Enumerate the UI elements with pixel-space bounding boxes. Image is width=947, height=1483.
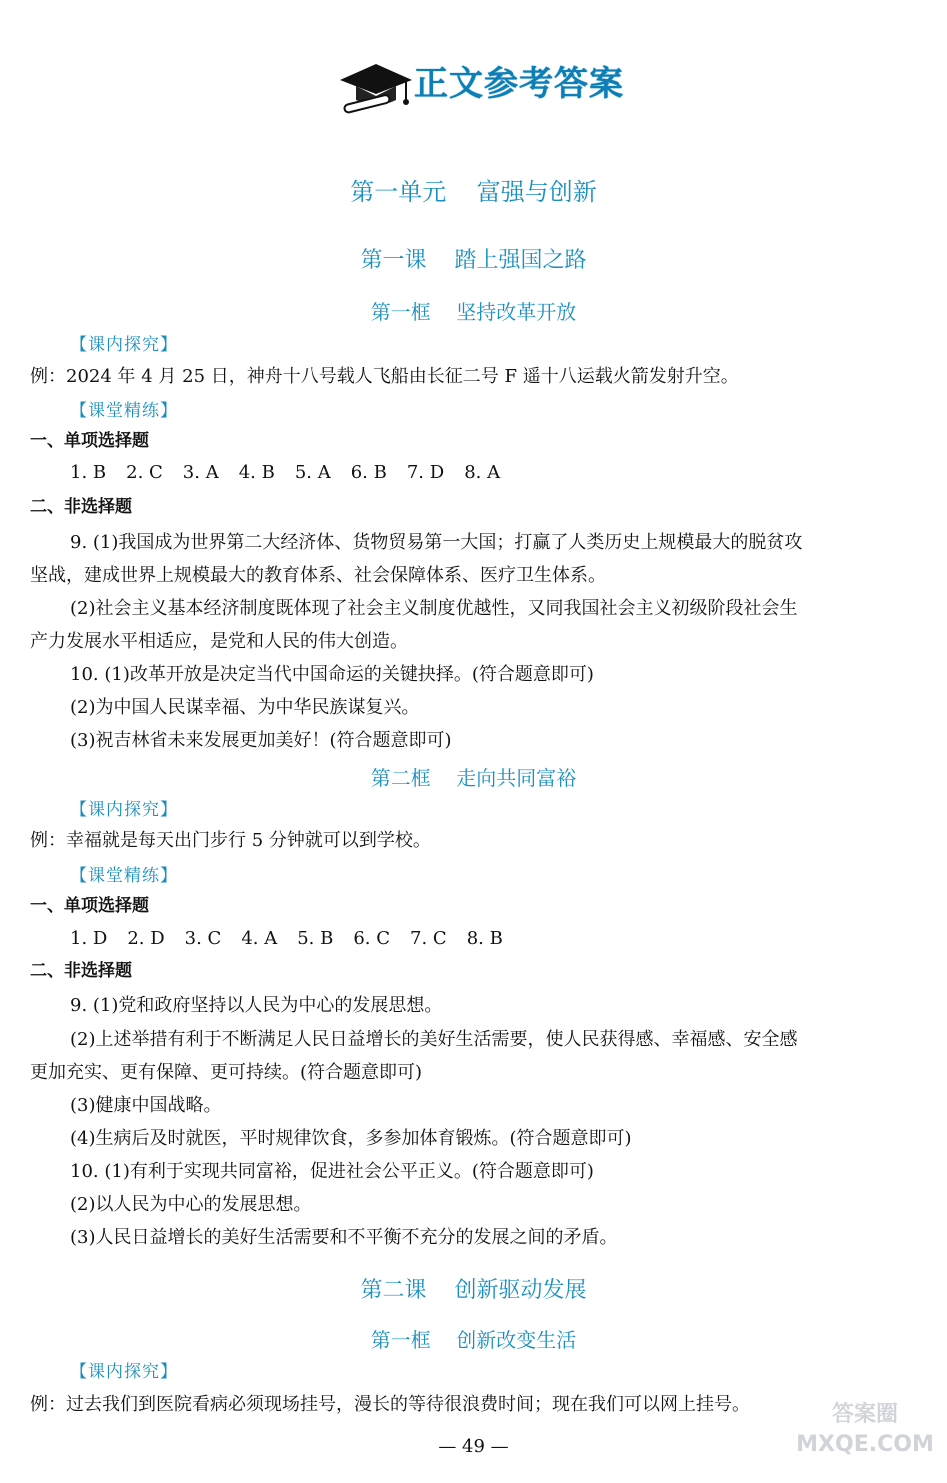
answer: 1. B — [70, 462, 107, 483]
answer: 7. D — [406, 462, 445, 483]
answer-line: 9. (1)我国成为世界第二大经济体、货物贸易第一大国；打赢了人类历史上规模最大的脱贫攻 — [70, 532, 803, 553]
lesson-title: 第二课 创新驱动发展 — [360, 1278, 587, 1303]
answer: 8. B — [466, 928, 503, 949]
section-tag: 【课内探究】 — [70, 800, 178, 820]
section-heading: 二、非选择题 — [30, 961, 132, 981]
answer: 3. C — [184, 928, 222, 949]
answer-row — [70, 462, 520, 483]
answer: 5. A — [294, 462, 331, 483]
section-tag: 【课内探究】 — [70, 1362, 178, 1382]
answer-line: (3)人民日益增长的美好生活需要和不平衡不充分的发展之间的矛盾。 — [70, 1227, 618, 1248]
section-tag: 【课堂精练】 — [70, 401, 178, 421]
answer: 2. D — [127, 928, 165, 949]
unit-title: 第一单元 富强与创新 — [350, 178, 597, 206]
answer-line: 更加充实、更有保障、更可持续。(符合题意即可) — [30, 1062, 423, 1083]
explore-text: 例：2024 年 4 月 25 日，神舟十八号载人飞船由长征二号 F 遥十八运载火箭发射升空。 — [30, 366, 739, 387]
watermark-logo: 答案圈 MXQE.COM — [796, 1402, 934, 1457]
explore-text: 例：幸福就是每天出门步行 5 分钟就可以到学校。 — [30, 830, 431, 851]
page-title: 正文参考答案 — [414, 64, 624, 104]
answer: 8. A — [464, 462, 501, 483]
section-tag: 【课内探究】 — [70, 335, 178, 355]
answer: 3. A — [182, 462, 219, 483]
frame-title: 第一框 坚持改革开放 — [370, 300, 577, 324]
answer-row — [70, 928, 523, 949]
answer-line: 产力发展水平相适应，是党和人民的伟大创造。 — [30, 631, 408, 652]
lesson-title: 第一课 踏上强国之路 — [360, 248, 587, 273]
answer-line: (2)为中国人民谋幸福、为中华民族谋复兴。 — [70, 697, 420, 718]
answer: 4. A — [241, 928, 278, 949]
answer-line: (3)祝吉林省未来发展更加美好！(符合题意即可) — [70, 730, 452, 751]
answer-line: (2)以人民为中心的发展思想。 — [70, 1194, 312, 1215]
answer-line: 9. (1)党和政府坚持以人民为中心的发展思想。 — [70, 995, 443, 1016]
answer-line: (3)健康中国战略。 — [70, 1095, 222, 1116]
frame-title: 第一框 创新改变生活 — [370, 1328, 577, 1352]
answer: 7. C — [410, 928, 447, 949]
answer: 6. B — [350, 462, 387, 483]
answer: 5. B — [297, 928, 334, 949]
answer-line: 坚战，建成世界上规模最大的教育体系、社会保障体系、医疗卫生体系。 — [30, 565, 606, 586]
answer-line: (2)上述举措有利于不断满足人民日益增长的美好生活需要，使人民获得感、幸福感、安全感 — [70, 1029, 798, 1050]
frame-title: 第二框 走向共同富裕 — [370, 766, 577, 790]
answer-line: 10. (1)有利于实现共同富裕，促进社会公平正义。(符合题意即可) — [70, 1161, 594, 1182]
section-heading: 二、非选择题 — [30, 497, 132, 517]
section-heading: 一、单项选择题 — [30, 431, 149, 451]
answer: 6. C — [353, 928, 391, 949]
section-heading: 一、单项选择题 — [30, 896, 149, 916]
page-header — [0, 48, 947, 118]
answer-line: (2)社会主义基本经济制度既体现了社会主义制度优越性，又同我国社会主义初级阶段社会生 — [70, 598, 798, 619]
explore-text: 例：过去我们到医院看病必须现场挂号，漫长的等待很浪费时间；现在我们可以网上挂号。 — [30, 1394, 750, 1415]
answer: 2. C — [126, 462, 163, 483]
answer: 4. B — [238, 462, 275, 483]
answer-line: (4)生病后及时就医，平时规律饮食，多参加体育锻炼。(符合题意即可) — [70, 1128, 632, 1149]
section-tag: 【课堂精练】 — [70, 866, 178, 886]
answer-line: 10. (1)改革开放是决定当代中国命运的关键抉择。(符合题意即可) — [70, 664, 594, 685]
graduation-cap-icon — [336, 54, 416, 114]
page-number: — 49 — — [438, 1436, 509, 1457]
answer: 1. D — [70, 928, 108, 949]
